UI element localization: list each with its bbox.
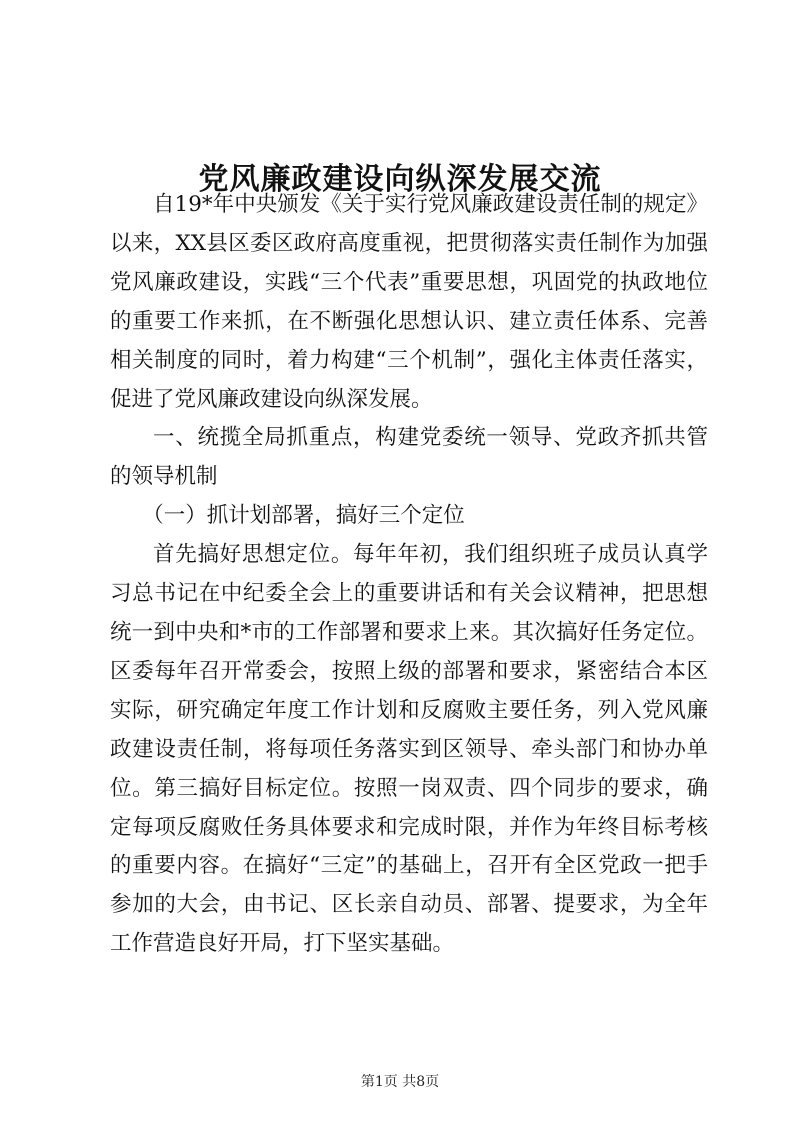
paragraph-positioning: 首先搞好思想定位。每年年初，我们组织班子成员认真学习总书记在中纪委全会上的重要讲话和有关会议精神，把思想统一到中央和*市的工作部署和要求上来。其次搞好任务定位。区委每年召开常委会，按照上级的部署和要求，紧密结合本区实际，研究确定年度工作计划和反腐败主要任务，列入党风廉政建设责任制，将每项任务落实到区领导、牵头部门和协办单位。第三搞好目标定位。按照一岗双责、四个同步的要求，确定每项反腐败任务具体要求和完成时限，并作为年终目标考核的重要内容。在搞好“三定”的基础上，召开有全区党政一把手参加的大会，由书记、区长亲自动员、部署、提要求，为全年工作营造良好开局，打下坚实基础。 xyxy=(110,542,708,957)
paragraph-intro: 自19*年中央颁发《关于实行党风廉政建设责任制的规定》以来，XX县区委区政府高度重视，把贯彻落实责任制作为加强党风廉政建设，实践“三个代表”重要思想，巩固党的执政地位的重要工作来抓，在不断强化思想认识、建立责任体系、完善相关制度的同时，着力构建“三个机制”，强化主体责任落实，促进了党风廉政建设向纵深发展。 xyxy=(110,192,708,412)
section-heading-1: 一、统揽全局抓重点，构建党委统一领导、党政齐抓共管的领导机制 xyxy=(110,425,708,490)
document-body xyxy=(110,186,708,964)
subsection-heading-1: （一）抓计划部署，搞好三个定位 xyxy=(142,503,465,529)
document-title: 党风廉政建设向纵深发展交流 xyxy=(198,162,602,198)
page-number: 第1页 共8页 xyxy=(360,1074,440,1090)
